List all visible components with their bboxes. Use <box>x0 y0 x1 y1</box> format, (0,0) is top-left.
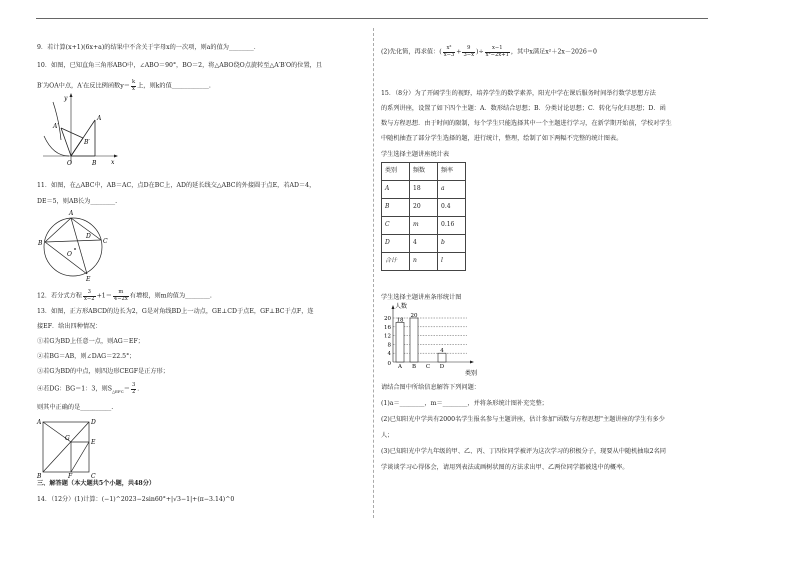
table-cell: 18 <box>410 181 438 199</box>
bar-label-A: 18 <box>396 317 404 324</box>
q13-opt4-den: 2 <box>131 388 136 395</box>
table-cell: D <box>382 235 410 253</box>
label-Ap: A′ <box>53 123 59 130</box>
label-E: E <box>91 439 96 446</box>
table-row <box>382 181 466 199</box>
segment-BE <box>45 242 87 274</box>
y-tick-label: 4 <box>387 351 391 358</box>
label-A: A <box>69 210 74 217</box>
question-13-answer: 则其中正确的是__________. <box>37 404 114 411</box>
segment-BC <box>45 240 101 242</box>
question-11-line-1: 11．如图，在△ABC中，AB＝AC，点D在BC上，AD的延长线交△ABC的外接圆于点E，若AD＝4， <box>37 182 316 189</box>
diagonal-BD <box>43 422 89 472</box>
question-15-part-1: (1)a＝________，m＝________，并将条形统计图补充完整； <box>381 400 548 407</box>
question-15-line-1: 15．（8分）为了开阔学生的视野，培养学生的数学素养，阳光中学在课后服务时间举行数学思想方法 <box>381 90 656 97</box>
x-tick-label: A <box>398 364 402 370</box>
header-rule <box>36 18 708 19</box>
table-cell: 类别 <box>382 163 410 181</box>
q12-f2-den: 4−2x <box>113 295 128 302</box>
table-cell: 频率 <box>438 163 466 181</box>
table-cell: l <box>438 253 466 271</box>
label-y: y <box>64 95 68 102</box>
q14-2-fraction-3 <box>485 46 510 58</box>
question-12 <box>37 290 212 302</box>
label-B: B <box>38 240 43 247</box>
question-13-option-1: ①若G为BD上任意一点，则AG＝EF； <box>37 338 144 345</box>
x-axis-arrow <box>470 361 474 364</box>
q13-opt4-sub: △EFC <box>111 388 124 394</box>
q14-2-text-b: + <box>456 48 462 56</box>
bar-chart <box>379 302 479 378</box>
q13-opt4-num: 3 <box>131 382 136 388</box>
table-cell: A <box>382 181 410 199</box>
column-divider <box>373 28 374 518</box>
x-tick-label: D <box>439 364 445 370</box>
q10-text-b: 上，则k的值____________. <box>137 82 211 90</box>
table-cell: 4 <box>410 235 438 253</box>
q14-2-f1-den: x−3 <box>443 51 455 58</box>
question-9: 9．若计算(x+1)(6x+a)的结果中不含关于字母x的一次项，则a的值为________． <box>37 44 260 51</box>
chart-title: 学生选择主题讲座条形统计图 <box>381 294 462 301</box>
question-13-line-2: 接EF．给出四种情况： <box>37 323 102 330</box>
q14-2-text-c: )÷ <box>476 48 484 56</box>
question-13-line-1: 13．如图，正方形ABCD的边长为2，G是对角线BD上一动点，GE⊥CD于点E，GF⊥BC于点F，连 <box>37 308 314 315</box>
origin-label: 0 <box>387 361 391 367</box>
stats-table <box>381 162 466 271</box>
label-A: A <box>97 115 102 122</box>
table-cell: a <box>438 181 466 199</box>
q12-f1-den: x−2 <box>84 295 95 302</box>
label-D: D <box>91 419 96 426</box>
q12-text-a: 12．若分式方程 <box>37 292 82 300</box>
table-cell: 频数 <box>410 163 438 181</box>
q14-2-f1-num: x² <box>443 46 456 53</box>
label-B: B <box>92 160 97 167</box>
q13-opt4-text-a: ④若DG：BG＝1：3，则S <box>37 385 112 393</box>
q13-opt4-fraction <box>131 383 136 395</box>
bar-label-B: 20 <box>410 313 418 319</box>
q14-2-f2-num: 9 <box>462 46 475 53</box>
table-row <box>382 253 466 271</box>
question-15-prompt: 请结合图中所给信息解答下列问题： <box>381 384 480 391</box>
question-14-part-1: 14．（12分）(1)计算：(−1)^2023−2sin60°+|√3−1|+(π−3.14)^0 <box>37 496 235 503</box>
question-15-part-3-line-2: 学谈谈学习心得体会，请用列表法或画树状图的方法求出甲、乙两位同学都被选中的概率。 <box>381 464 629 471</box>
bar-B <box>410 318 418 362</box>
question-15-part-3-line-1: (3)已知阳光中学九年级的甲、乙、丙、丁四位同学被评为这次学习的积极分子，现要从中随机抽取2名同 <box>381 448 666 455</box>
label-C: C <box>103 238 108 245</box>
table-cell: B <box>382 199 410 217</box>
table-cell: 20 <box>410 199 438 217</box>
segment-AB <box>45 218 71 242</box>
table-cell: b <box>438 235 466 253</box>
circumcircle <box>44 218 102 276</box>
segment-OBp <box>71 138 83 156</box>
table-title: 学生选择主题讲座统计表 <box>381 151 450 158</box>
q12-f2-num: m <box>113 290 129 297</box>
question-15-line-3: 数与方程思想．由于时间的限制，每个学生只能选择其中一个主题进行学习，在新学期开始前，学校对学生 <box>381 120 672 127</box>
table-header-row <box>382 163 466 181</box>
question-15-line-4: 中随机抽查了部分学生选择的题，进行统计，整理，绘制了如下两幅不完整的统计图表。 <box>381 135 623 142</box>
q13-opt4-text-c: ． <box>137 385 144 393</box>
label-Bp: B′ <box>84 139 90 146</box>
y-axis-arrow <box>70 93 73 97</box>
y-tick-label: 12 <box>384 333 391 340</box>
x-axis-label: 类别 <box>465 370 478 377</box>
q14-2-text-a: (2)先化简，再求值：( <box>381 48 442 56</box>
q14-2-f3-den: x²−2x+1 <box>485 51 509 58</box>
q14-2-text-d: ，其中x满足x²＋2x－2026＝0 <box>510 48 597 56</box>
table-row <box>382 217 466 235</box>
question-15-part-2-line-1: (2)已知阳光中学共有2000名学生报名参与主题讲座，估计参加"函数与方程思想"主题讲座的学生有多少 <box>381 416 665 423</box>
x-axis-arrow <box>114 155 118 158</box>
table-cell: 合计 <box>382 253 410 271</box>
q10-figure <box>39 90 119 170</box>
y-tick-label: 20 <box>384 316 391 322</box>
bar-A <box>396 322 404 362</box>
segment-AE <box>71 218 87 274</box>
label-x: x <box>111 159 115 166</box>
y-tick-label: 16 <box>384 324 391 331</box>
table-row <box>382 235 466 253</box>
x-tick-label: B <box>411 364 417 370</box>
question-15-line-2: 的系列讲座，设置了如下四个主题：A．数形结合思想；B．分类讨论思想；C．转化与化归思想；D．函 <box>381 105 666 112</box>
table-cell: 0.4 <box>438 199 466 217</box>
q14-2-fraction-1 <box>443 46 456 58</box>
q12-text-c: 有增根，则m的值为________. <box>129 292 212 300</box>
x-tick-label: C <box>425 364 431 370</box>
label-G: G <box>65 435 70 442</box>
label-E: E <box>86 276 91 283</box>
q12-f1-num: 3 <box>83 290 96 297</box>
question-13-option-4 <box>37 383 143 396</box>
table-cell: n <box>410 253 438 271</box>
table-cell: 0.16 <box>438 217 466 235</box>
label-B: B <box>37 473 42 480</box>
q13-figure <box>37 418 101 478</box>
label-C: C <box>91 473 96 480</box>
table-cell: m <box>410 217 438 235</box>
table-row <box>382 199 466 217</box>
q14-2-f2-den: 3−x <box>463 51 475 58</box>
question-11-line-2: DE＝5，则AB长为________. <box>37 198 118 205</box>
q13-opt4-text-b: ＝ <box>123 385 130 393</box>
label-A: A <box>37 419 42 426</box>
question-14-part-2 <box>381 46 597 58</box>
segment-EF <box>71 442 89 472</box>
section-3-heading: 三、解答题（本大题共5个小题，共48分） <box>37 480 156 487</box>
q10-frac-den: x <box>132 85 135 92</box>
q14-2-fraction-2 <box>462 46 475 58</box>
q12-text-b: +1＝ <box>96 292 112 300</box>
question-13-option-2: ②若BG＝AB，则∠DAG＝22.5°； <box>37 353 136 360</box>
y-axis-label: 人数 <box>395 303 408 310</box>
q12-fraction-1 <box>83 290 96 302</box>
bar-D <box>438 353 446 362</box>
label-F: F <box>68 473 73 480</box>
bar-label-D: 4 <box>440 348 444 355</box>
q10-fraction <box>131 80 136 92</box>
question-15-part-2-line-2: 人； <box>381 432 394 439</box>
table-cell: C <box>382 217 410 235</box>
q10-frac-num: k <box>131 79 136 85</box>
question-10-line-1: 10．如图，已知直角三角形ABO中，∠ABO＝90°，BO＝2，将△ABO绕O点旋转至△A′B′O的位置，且 <box>37 62 323 69</box>
q14-2-f3-num: x−1 <box>485 46 510 53</box>
center-O <box>74 248 76 250</box>
label-D: D <box>86 233 91 240</box>
hyperbola-curve-2 <box>53 102 61 140</box>
q10-text-a: B′为OA中点，A′在反比例函数y＝ <box>37 82 130 90</box>
q12-fraction-2 <box>113 290 129 302</box>
y-tick-label: 8 <box>387 342 391 349</box>
q11-figure <box>37 210 113 283</box>
question-13-option-3: ③若G为BD的中点，则四边形CEGF是正方形； <box>37 368 169 375</box>
label-O: O <box>67 251 72 258</box>
label-O: O <box>67 160 72 167</box>
stats-table-body <box>382 163 466 271</box>
